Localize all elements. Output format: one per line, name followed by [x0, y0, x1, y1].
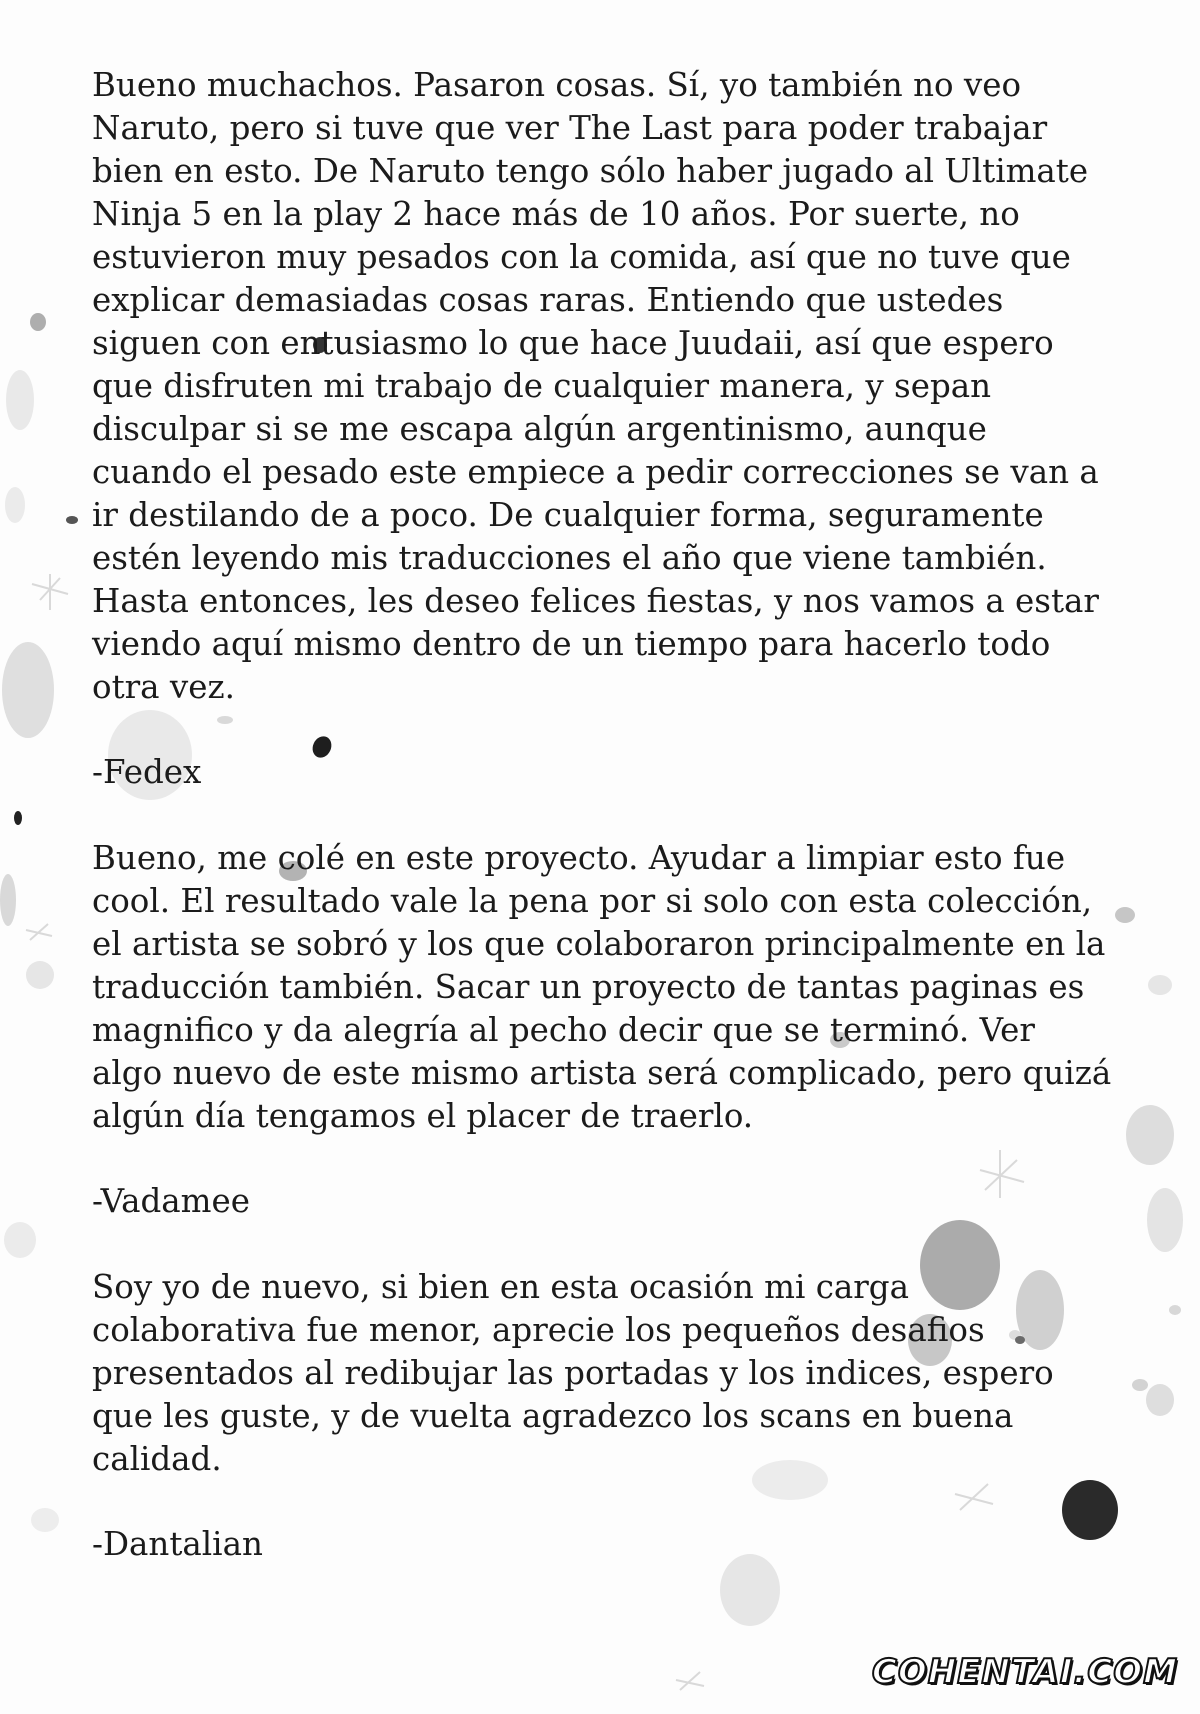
ink-blot — [26, 961, 54, 989]
note-fedex — [92, 64, 1122, 794]
ink-blot — [1146, 1384, 1174, 1416]
ink-blot — [6, 370, 34, 430]
ink-blot — [4, 1222, 36, 1258]
ink-blot — [0, 874, 16, 926]
ink-blot — [1126, 1105, 1174, 1165]
note-vadamee — [92, 837, 1122, 1223]
ink-blot — [1169, 1305, 1181, 1315]
ink-blot — [1132, 1379, 1148, 1391]
note-text: Bueno muchachos. Pasaron cosas. Sí, yo también no veo Naruto, pero si tuve que ver The Last para poder trabajar bien en esto. De Naruto tengo sólo haber jugado al Ultimate Ninja 5 en la play 2 hace más de 10 años. Por suerte, no estuvieron muy pesados con la comida, así que no tuve que explicar demasiadas cosas raras. Entiendo que ustedes siguen con entusiasmo lo que hace Juudaii, así que espero que disfruten mi trabajo de cualquier manera, y sepan disculpar si se me escapa algún argentinismo, aunque cuando el pesado este empiece a pedir correcciones se van a ir destilando de a poco. De cualquier forma, seguramente estén leyendo mis traducciones el año que viene también. Hasta entonces, les deseo felices fiestas, y nos vamos a estar viendo aquí mismo dentro de un tiempo para hacerlo todo otra vez. — [92, 66, 1099, 706]
site-watermark: COHENTAI.COM — [871, 1652, 1178, 1692]
note-text: Soy yo de nuevo, si bien en esta ocasión mi carga colaborativa fue menor, aprecie los pequeños desafios presentados al redibujar las portadas y los indices, espero que les guste, y de vuelta agradezco los scans en buena calidad. — [92, 1268, 1054, 1478]
note-signature: -Dantalian — [92, 1525, 263, 1563]
ink-drop — [14, 811, 22, 825]
ink-blot — [31, 1508, 59, 1532]
ink-blot — [5, 487, 25, 523]
note-dantalian — [92, 1266, 1122, 1566]
note-text: Bueno, me colé en este proyecto. Ayudar a limpiar esto fue cool. El resultado vale la pena por si solo con esta colección, el artista se sobró y los que colaboraron principalmente en la traducción también. Sacar un proyecto de tantas paginas es magnifico y da alegría al pecho decir que se terminó. Ver algo nuevo de este mismo artista será complicado, pero quizá algún día tengamos el placer de traerlo. — [92, 839, 1112, 1135]
ink-blot — [1147, 1188, 1183, 1252]
note-signature: -Fedex — [92, 753, 202, 791]
ink-blot — [1148, 975, 1172, 995]
letter-body — [92, 64, 1122, 1566]
ink-drop — [66, 516, 78, 524]
ink-blot — [2, 642, 54, 738]
note-signature: -Vadamee — [92, 1182, 250, 1220]
ink-blot — [30, 313, 46, 331]
